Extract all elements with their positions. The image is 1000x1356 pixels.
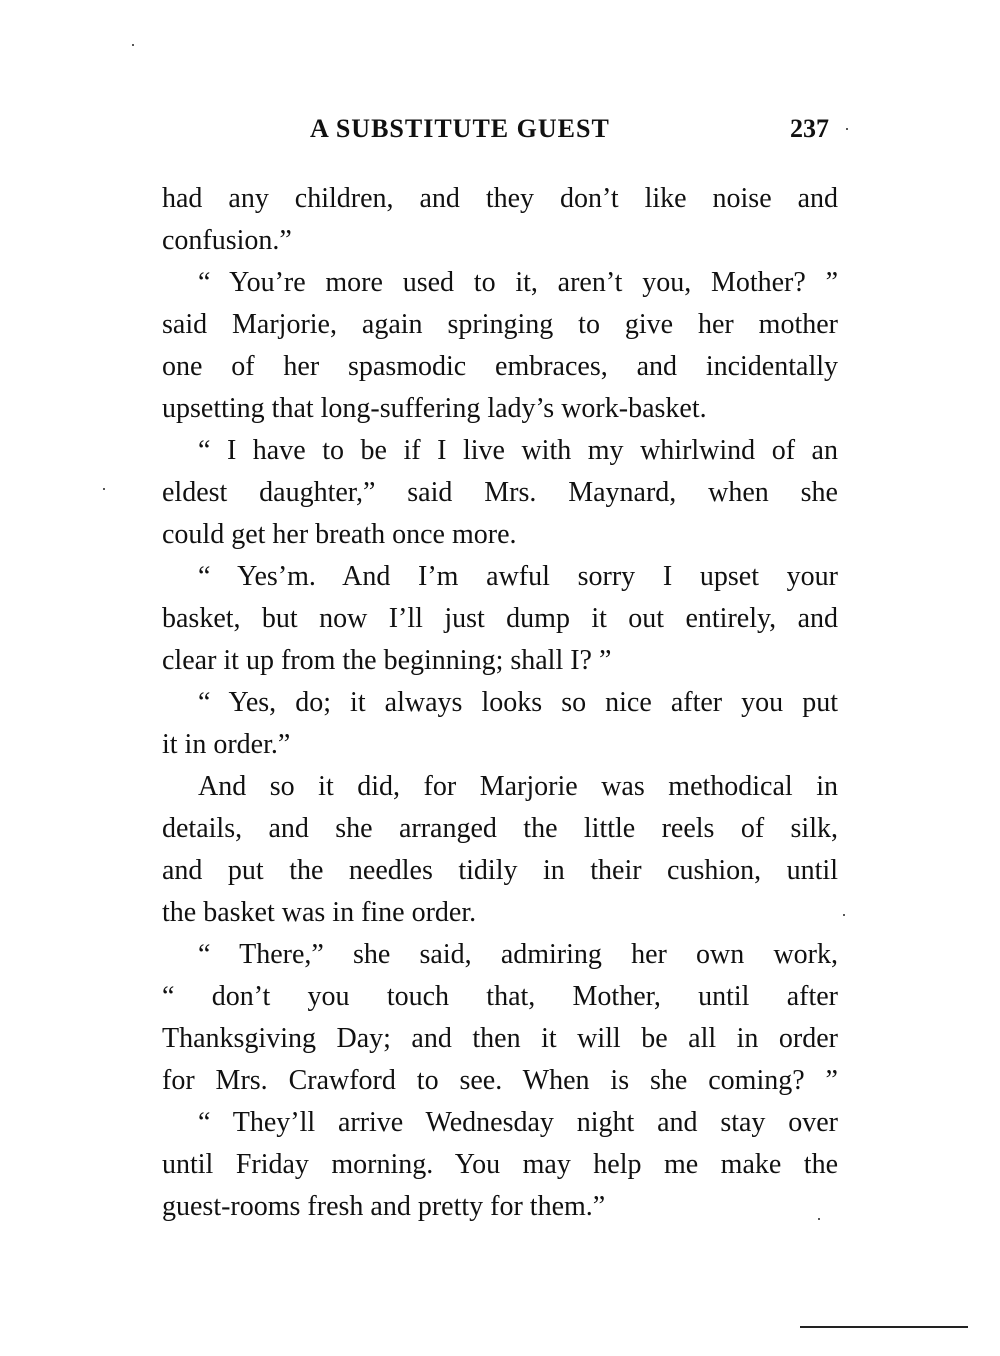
text-line: eldest daughter,” said Mrs. Maynard, when she [162, 477, 838, 508]
text-line: upsetting that long-suffering lady’s work-basket. [162, 393, 707, 424]
text-line: “ I have to be if I live with my whirlwind of an [198, 435, 838, 466]
text-line: And so it did, for Marjorie was methodical in [198, 771, 838, 802]
scan-speck [818, 1218, 820, 1220]
text-line: “ Yes, do; it always looks so nice after you put [198, 687, 838, 718]
text-line: it in order.” [162, 729, 291, 760]
text-line: said Marjorie, again springing to give her mother [162, 309, 838, 340]
text-line: could get her breath once more. [162, 519, 517, 550]
text-line: details, and she arranged the little reels of silk, [162, 813, 838, 844]
text-line: guest-rooms fresh and pretty for them.” [162, 1191, 606, 1222]
body-text [162, 178, 838, 1228]
text-line: one of her spasmodic embraces, and incidentally [162, 351, 838, 382]
text-line: clear it up from the beginning; shall I? ” [162, 645, 612, 676]
text-line: “ Yes’m. And I’m awful sorry I upset your [198, 561, 838, 592]
text-line: Thanksgiving Day; and then it will be all in order [162, 1023, 838, 1054]
page-number: 237 [790, 114, 829, 143]
scan-speck [846, 128, 848, 130]
text-line: “ There,” she said, admiring her own work, [198, 939, 838, 970]
text-line: confusion.” [162, 225, 292, 256]
text-line: for Mrs. Crawford to see. When is she coming? ” [162, 1065, 838, 1096]
text-line: had any children, and they don’t like noise and [162, 183, 838, 214]
text-line: and put the needles tidily in their cushion, until [162, 855, 838, 886]
text-line: basket, but now I’ll just dump it out entirely, and [162, 603, 838, 634]
scan-speck [103, 488, 105, 490]
running-title: A SUBSTITUTE GUEST [310, 114, 610, 143]
text-line: until Friday morning. You may help me make the [162, 1149, 838, 1180]
scan-speck [132, 44, 134, 46]
scan-edge-line [800, 1326, 968, 1328]
scan-speck [843, 914, 845, 916]
text-line: “ They’ll arrive Wednesday night and stay over [198, 1107, 838, 1138]
text-line: the basket was in fine order. [162, 897, 477, 928]
text-line: “ don’t you touch that, Mother, until after [162, 981, 838, 1012]
text-line: “ You’re more used to it, aren’t you, Mother? ” [198, 267, 838, 298]
